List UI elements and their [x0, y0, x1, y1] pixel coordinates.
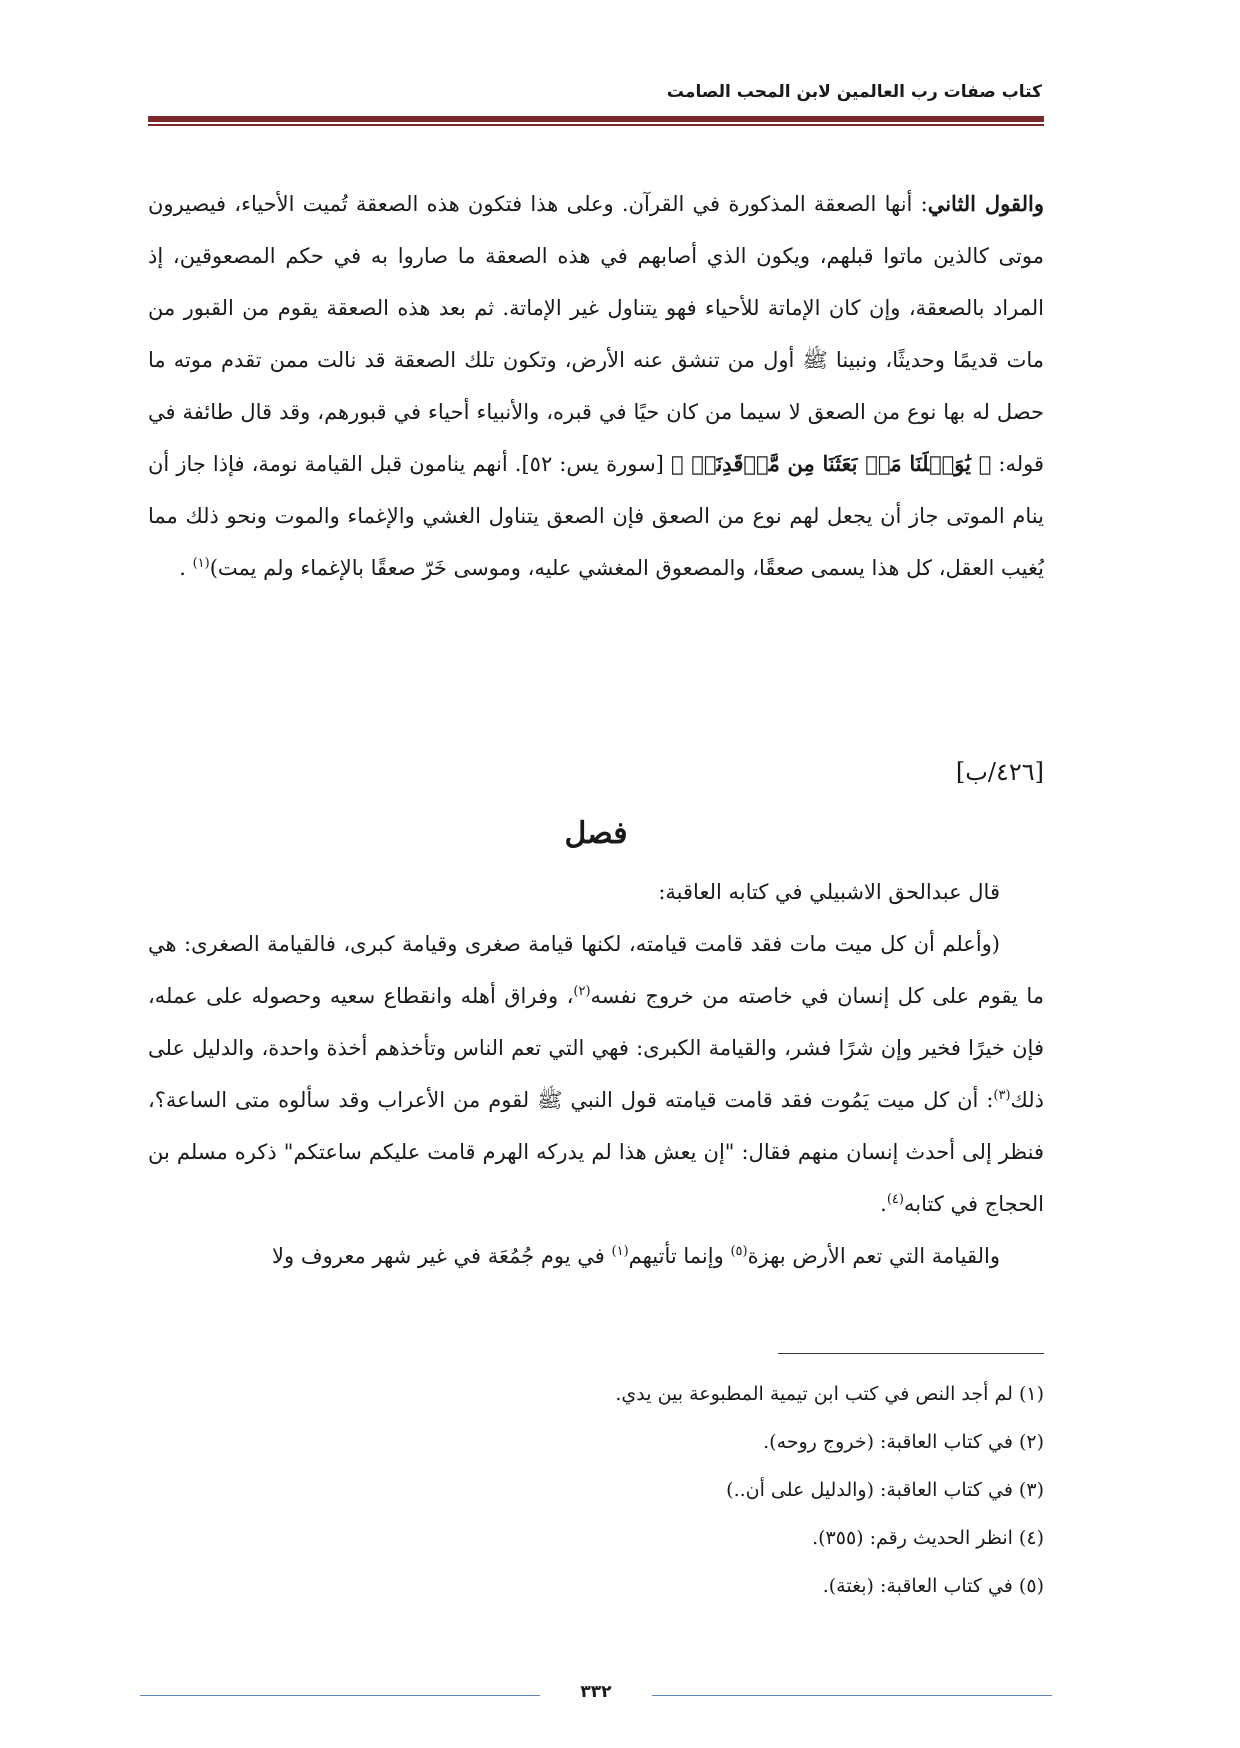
paragraph-end: . [880, 1192, 887, 1216]
footnote-item: (٥) في كتاب العاقبة: (بغتة). [822, 1575, 1044, 1597]
paragraph-text: (وأعلم أن كل ميت مات فقد قامت قيامته، لكنها قيامة صغرى وقيامة كبرى، فالقيامة الصغرى: هي ما يقوم على كل إنسان في خاصته من خروج نفسه [148, 932, 1044, 1008]
footnote-ref[interactable]: (٤) [886, 1192, 904, 1207]
manuscript-page-ref: [٤٢٦/ب] [955, 758, 1044, 786]
header-rule-thin [148, 124, 1044, 126]
footnote-ref[interactable]: (١) [611, 1244, 629, 1259]
running-header [148, 80, 1044, 126]
header-rule [148, 116, 1044, 122]
page-footer [140, 1682, 1052, 1706]
footnote-ref[interactable]: (٣) [993, 1088, 1011, 1103]
paragraph-text: : أن كل ميت يَمُوت فقد قامت قيامته قول النبي ﷺ لقوم من الأعراب وقد سألوه متى الساعة؟، فنظر إلى أحدث إنسان منهم فقال: "إن يعش هذا لم يدركه الهرم قامت عليكم ساعتكم" ذكره مسلم بن الحجاج في كتابه [148, 1088, 1044, 1216]
section-title: فصل [564, 816, 628, 851]
footnote-ref[interactable]: (٢) [573, 984, 591, 999]
section-intro: قال عبدالحق الاشبيلي في كتابه العاقبة: [658, 880, 1000, 904]
footnote-separator [778, 1353, 1044, 1354]
footnote-item: (٢) في كتاب العاقبة: (خروج روحه). [763, 1431, 1044, 1453]
paragraph-second-opinion [148, 178, 1044, 594]
footnote-ref[interactable]: (٥) [730, 1244, 748, 1259]
paragraph-great-qiyama [148, 1230, 1044, 1282]
paragraph-text: : أنها الصعقة المذكورة في القرآن. وعلى هذا فتكون هذه الصعقة تُميت الأحياء، فيصيرون موتى كالذين ماتوا قبلهم، ويكون الذي أصابهم في هذه الصعقة ما صاروا به في حكم المصعوقين، إذ المراد بالصعقة، وإن كان الإماتة للأحياء فهو يتناول غير الإماتة. ثم بعد هذه الصعقة يقوم من القبور من مات قديمًا وحديثًا، ونبينا ﷺ أول من تنشق عنه الأرض، وتكون تلك الصعقة قد نالت ممن تقدم موته ما حصل له بها نوع من الصعق لا سيما من كان حيًا في قبره، والأنبياء أحياء في قبورهم، وقد قال طائفة في قوله: [148, 192, 1044, 476]
paragraph-end: . [179, 556, 193, 580]
main-text [148, 178, 1044, 594]
quran-verse: ﴿ يَٰوَيۡلَنَا مَنۢ بَعَثَنَا مِن مَّرۡقَدِنَاۜ ﴾ [670, 451, 992, 476]
header-title: كتاب صفات رب العالمين لابن المحب الصامت [666, 82, 1042, 102]
paragraph-text: والقيامة التي تعم الأرض بهزة [747, 1244, 1000, 1268]
lead-term: والقول الثاني [927, 191, 1044, 216]
page-number: ٣٣٢ [580, 1682, 612, 1702]
footnote-item: (٣) في كتاب العاقبة: (والدليل على أن..) [726, 1479, 1044, 1501]
footnote-item: (١) لم أجد النص في كتب ابن تيمية المطبوعة بين يدي. [615, 1383, 1044, 1405]
section-body [148, 866, 1044, 1282]
footnote-item: (٤) انظر الحديث رقم: (٣٥٥). [812, 1527, 1044, 1549]
paragraph-qiyama [148, 918, 1044, 1230]
paragraph-text: في يوم جُمُعَة في غير شهر معروف ولا [272, 1244, 612, 1268]
paragraph-text: ، وفراق أهله وانقطاع سعيه وحصوله على عمله، فإن خيرًا فخير وإن شرًا فشر، والقيامة الكبرى: فهي التي تعم الناس وتأخذهم أخذة واحدة، والدليل على ذلك [148, 984, 1044, 1112]
paragraph-text: وإنما تأتيهم [628, 1244, 731, 1268]
footnotes [148, 1370, 1044, 1610]
footnote-ref[interactable]: (١) [192, 556, 210, 571]
paragraph-text-continued: [سورة يس: ٥٢]. أنهم ينامون قبل القيامة نومة، فإذا جاز أن ينام الموتى جاز أن يجعل لهم نوع من الصعق فإن الصعق يتناول الغشي والإغماء والموت ونحو ذلك مما يُغيب العقل، كل هذا يسمى صعقًا، والمصعوق المغشي عليه، وموسى خَرّ صعقًا بالإغماء ولم يمت) [148, 452, 1044, 580]
